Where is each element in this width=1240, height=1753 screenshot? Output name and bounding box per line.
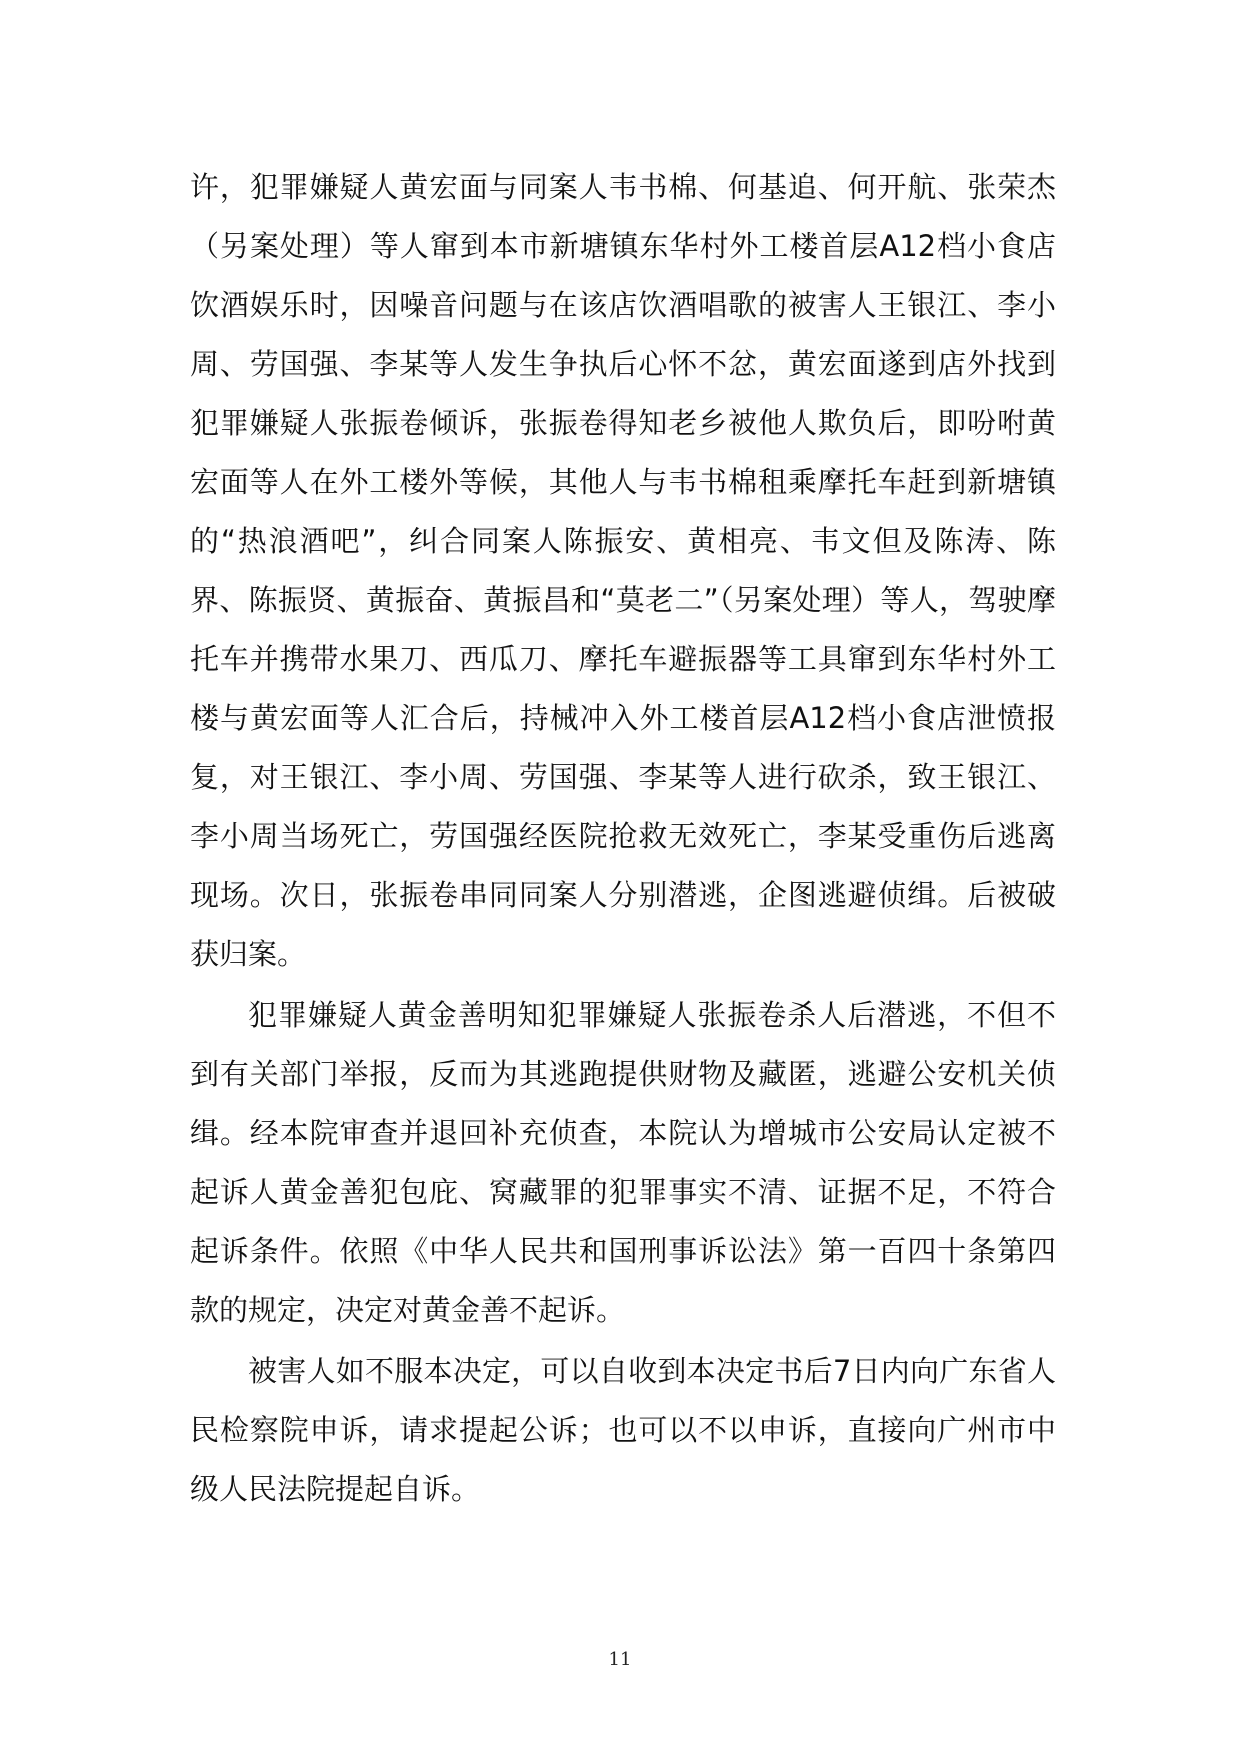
paragraph-concealment-decision: 犯罪嫌疑人黄金善明知犯罪嫌疑人张振卷杀人后潜逃，不但不到有关部门举报，反而为其逃跑提供财物及藏匿，逃避公安机关侦缉。经本院审查并退回补充侦查，本院认为增城市公安局认定被不起诉人黄金善犯包庇、窝藏罪的犯罪事实不清、证据不足，不符合起诉条件。依照《中华人民共和国刑事诉讼法》第一百四十条第四款的规定，决定对黄金善不起诉。 bbox=[190, 998, 1056, 1327]
document-body bbox=[190, 158, 1056, 1519]
paragraph-case-facts: 许，犯罪嫌疑人黄宏面与同案人韦书棉、何基追、何开航、张荣杰（另案处理）等人窜到本市新塘镇东华村外工楼首层A12档小食店饮酒娱乐时，因噪音问题与在该店饮酒唱歌的被害人王银江、李小周、劳国强、李某等人发生争执后心怀不忿，黄宏面遂到店外找到犯罪嫌疑人张振卷倾诉，张振卷得知老乡被他人欺负后，即吩咐黄宏面等人在外工楼外等候，其他人与韦书棉租乘摩托车赶到新塘镇的“热浪酒吧”，纠合同案人陈振安、黄相亮、韦文但及陈涛、陈界、陈振贤、黄振奋、黄振昌和“莫老二”（另案处理）等人，驾驶摩托车并携带水果刀、西瓜刀、摩托车避振器等工具窜到东华村外工楼与黄宏面等人汇合后，持械冲入外工楼首层A12档小食店泄愤报复，对王银江、李小周、劳国强、李某等人进行砍杀，致王银江、李小周当场死亡，劳国强经医院抢救无效死亡，李某受重伤后逃离现场。次日，张振卷串同同案人分别潜逃，企图逃避侦缉。后被破获归案。 bbox=[190, 170, 1056, 971]
paragraph-appeal-rights: 被害人如不服本决定，可以自收到本决定书后7日内向广东省人民检察院申诉，请求提起公诉；也可以不以申诉，直接向广州市中级人民法院提起自诉。 bbox=[190, 1354, 1056, 1506]
page-number: 11 bbox=[608, 1649, 632, 1670]
